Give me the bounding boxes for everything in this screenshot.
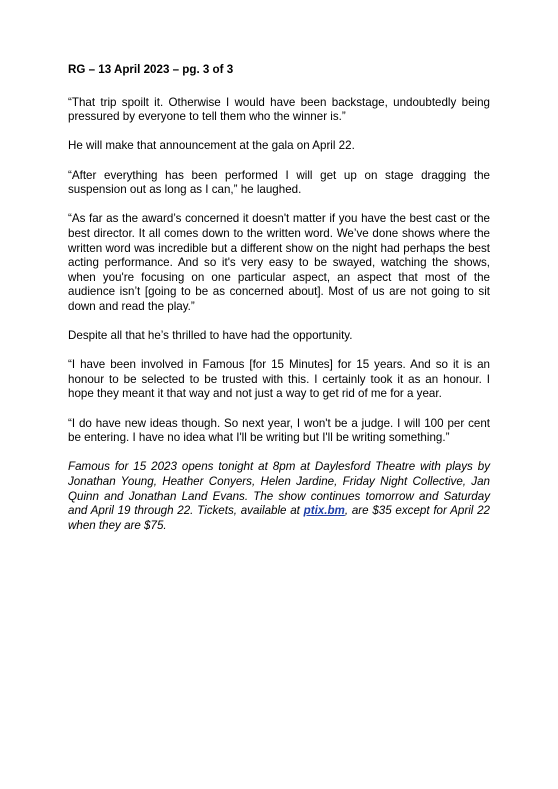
paragraph-thrilled: Despite all that he’s thrilled to have had the opportunity. (68, 329, 353, 343)
paragraph-trip: “That trip spoilt it. Otherwise I would have been backstage, undoubtedly being pressured by everyone to tell them who the winner is.” (68, 95, 490, 124)
paragraph-award: “As far as the award’s concerned it doesn't matter if you have the best cast or the best director. It all comes down to the written word. We’ve done shows where the written word was incredible but a different show on the night had perhaps the best acting performance. And so it's very easy to be swayed, watching the shows, when you're focusing on one particular aspect, an aspect that most of the audience isn’t [going to be as concerned about]. Most of us are not going to sit down and read the play.” (68, 212, 490, 313)
closing-text-before-link: Famous for 15 2023 opens tonight at 8pm at Daylesford Theatre with plays by Jonathan Young, Heather Conyers, Helen Jardine, Friday Night Collective, Jan Quinn and Jonathan Land Evans. The show continues tomorrow and Saturday and April 19 through 22. Tickets, available at (68, 460, 490, 518)
tickets-link[interactable]: ptix.bm (303, 504, 345, 518)
closing-paragraph (68, 460, 490, 533)
document-page (68, 63, 490, 548)
closing-text-after-link: , are $35 except for April 22 when they are $75. (68, 504, 490, 532)
paragraph-new-ideas: “I do have new ideas though. So next year, I won't be a judge. I will 100 per cent be entering. I have no idea what I'll be writing but I'll be writing something.” (68, 416, 490, 445)
paragraph-involved: “I have been involved in Famous [for 15 Minutes] for 15 years. And so it is an honour to be selected to be trusted with this. I certainly took it as an honour. I hope they meant it that way and not just a way to get rid of me for a year. (68, 358, 490, 401)
paragraph-laughed: “After everything has been performed I will get up on stage dragging the suspension out as long as I can,” he laughed. (68, 168, 490, 197)
paragraph-announcement: He will make that announcement at the gala on April 22. (68, 139, 355, 153)
page-header: RG – 13 April 2023 – pg. 3 of 3 (68, 63, 234, 76)
